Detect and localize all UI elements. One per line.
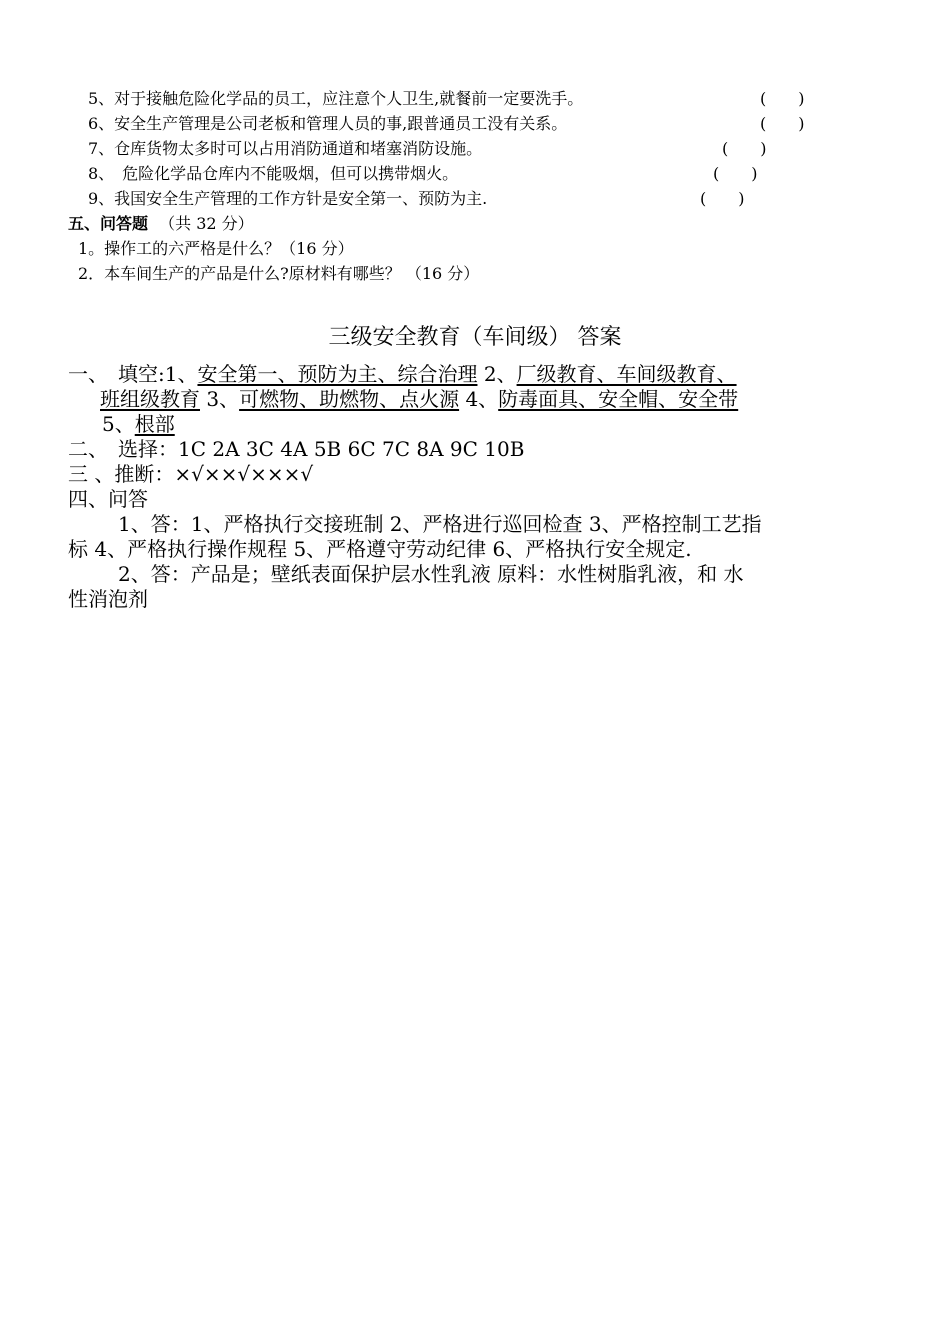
answer-qa-label: 四、问答 [68, 487, 148, 511]
answer-fill-line-2 [100, 387, 738, 412]
fill-answer-2b: 班组级教育 [100, 387, 200, 411]
fill-answer-4: 防毒面具、安全帽、安全带 [498, 387, 739, 411]
answer-qa2-line-1: 2、答：产品是；壁纸表面保护层水性乳液 原料：水性树脂乳液，和 水 [118, 562, 744, 586]
section-title: 五、问答题 [68, 214, 149, 233]
fill-answer-1: 安全第一、预防为主、综合治理 [197, 362, 478, 386]
fill-number-5: 5、 [102, 412, 135, 436]
fill-answer-5: 根部 [134, 412, 175, 436]
answer-fill-line-1 [68, 362, 737, 387]
answer-parentheses: ( ) [713, 164, 758, 183]
question-2: 2．本车间生产的产品是什么?原材料有哪些？ （16 分） [78, 264, 480, 283]
answer-qa2-line-2: 性消泡剂 [68, 587, 148, 611]
tf-item-6: 6、安全生产管理是公司老板和管理人员的事,跟普通员工没有关系。 [88, 114, 568, 133]
answer-parentheses: ( ) [722, 139, 767, 158]
tf-item-9: 9、我国安全生产管理的工作方针是安全第一、预防为主. [88, 189, 488, 208]
answer-parentheses: ( ) [700, 189, 745, 208]
section-heading [68, 213, 254, 235]
fill-number-2: 2、 [477, 362, 517, 386]
tf-item-5: 5、对于接触危险化学品的员工，应注意个人卫生,就餐前一定要洗手。 [88, 89, 584, 108]
answer-choice: 二、 选择：1C 2A 3C 4A 5B 6C 7C 8A 9C 10B [68, 437, 525, 461]
fill-number-4: 4、 [459, 387, 499, 411]
tf-item-8: 8、 危险化学品仓库内不能吸烟，但可以携带烟火。 [88, 164, 459, 183]
answer-title: 三级安全教育（车间级） 答案 [328, 325, 622, 350]
fill-number-3: 3、 [200, 387, 240, 411]
question-1: 1。操作工的六严格是什么？（16 分） [78, 239, 354, 258]
answer-qa1-line-2: 标 4、严格执行操作规程 5、严格遵守劳动纪律 6、严格执行安全规定. [68, 537, 692, 561]
fill-answer-3: 可燃物、助燃物、点火源 [239, 387, 460, 411]
answer-qa1-line-1: 1、答：1、严格执行交接班制 2、严格进行巡回检查 3、严格控制工艺指 [118, 512, 762, 536]
tf-item-7: 7、仓库货物太多时可以占用消防通道和堵塞消防设施。 [88, 139, 483, 158]
fill-answer-2a: 厂级教育、车间级教育、 [516, 362, 737, 386]
fill-label: 一、 填空:1、 [68, 362, 198, 386]
answer-fill-line-3 [102, 412, 175, 437]
section-score: （共 32 分） [159, 214, 254, 233]
answer-judge: 三 、推断：×√××√×××√ [68, 462, 314, 486]
answer-parentheses: ( ) [760, 114, 805, 133]
answer-parentheses: ( ) [760, 89, 805, 108]
